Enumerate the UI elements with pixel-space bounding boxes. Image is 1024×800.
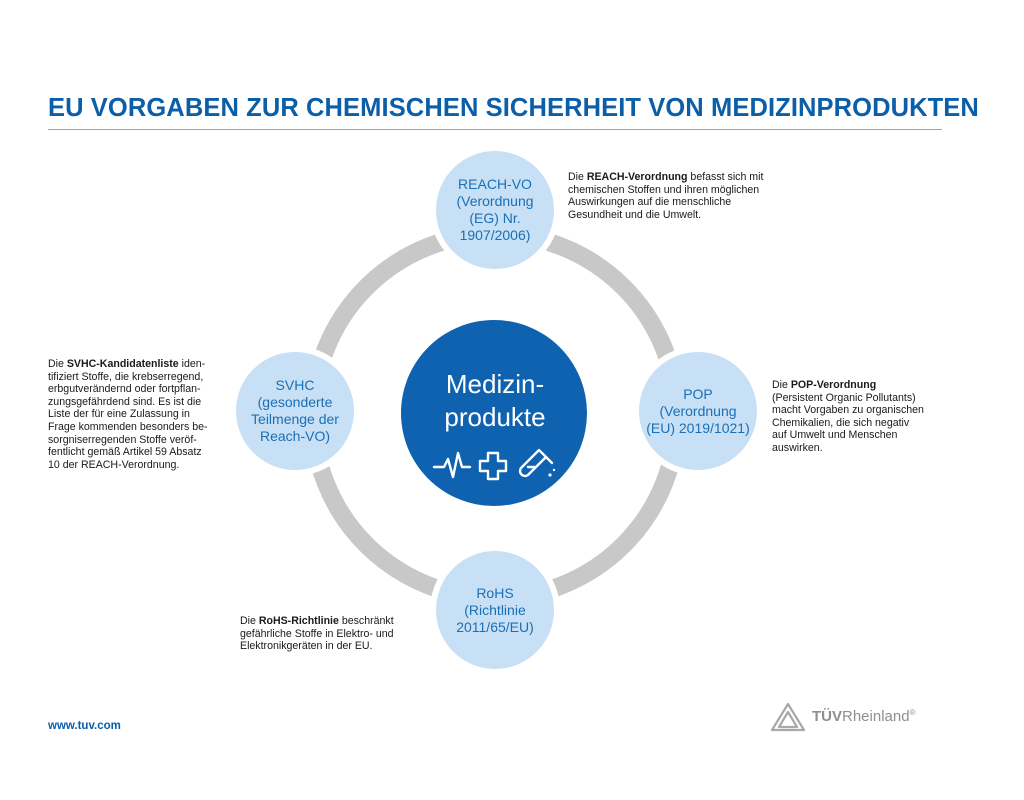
desc-text: auf Umwelt und Menschen xyxy=(772,429,898,442)
desc-keyword: POP-Verordnung xyxy=(790,379,877,391)
node-line: (Richtlinie xyxy=(464,601,526,618)
desc-text: Chemikalien, die sich negativ xyxy=(772,416,910,429)
medical-cross-icon xyxy=(480,453,506,479)
node-line: 2011/65/EU) xyxy=(456,618,534,635)
desc-text: erbgutverändernd oder fortpflan- xyxy=(48,383,201,396)
desc-text: Elektronikgeräten in der EU. xyxy=(240,640,373,653)
desc-text: Liste der für eine Zulassung in xyxy=(48,408,190,421)
node-line: (EG) Nr. xyxy=(469,210,521,226)
desc-text: tifiziert Stoffe, die krebserregend, xyxy=(48,370,204,383)
desc-text: chemischen Stoffen und ihren möglichen xyxy=(568,183,760,196)
desc-rohs xyxy=(240,615,440,653)
node-line: RoHS xyxy=(476,584,514,601)
desc-text: Frage kommenden besonders be- xyxy=(48,420,208,433)
desc-text: Die xyxy=(772,379,791,391)
desc-text: macht Vorgaben zu organischen xyxy=(772,404,924,417)
node-line: POP xyxy=(683,385,713,402)
node-line: Reach-VO) xyxy=(259,428,331,444)
desc-text: zungsgefährdend sind. Es ist die xyxy=(48,395,202,408)
desc-text: sorgniserregenden Stoffe veröf- xyxy=(48,433,197,446)
desc-text: Die xyxy=(240,615,259,627)
heartbeat-icon xyxy=(434,453,470,477)
logo-text-bold: TÜV xyxy=(812,708,842,725)
logo-mark: ® xyxy=(909,708,916,717)
tuv-rheinland-logo xyxy=(812,708,915,725)
desc-keyword: REACH-Verordnung xyxy=(586,171,688,183)
center-line: Medizin- xyxy=(445,369,545,399)
node-line: Teilmenge der xyxy=(251,411,339,427)
node-line: (gesonderte xyxy=(257,394,333,410)
node-rohs-label xyxy=(433,548,557,672)
node-line: (Verordnung xyxy=(456,193,534,209)
desc-text: gefährliche Stoffe in Elektro- und xyxy=(240,627,394,640)
node-line: 1907/2006) xyxy=(459,227,531,243)
desc-text: beschränkt xyxy=(338,615,394,627)
page-title: EU VORGABEN ZUR CHEMISCHEN SICHERHEIT VON MEDIZINPRODUKTEN xyxy=(48,94,979,122)
node-line: (EU) 2019/1021) xyxy=(646,419,750,436)
center-label xyxy=(400,368,590,434)
desc-text: befasst sich mit xyxy=(687,171,764,183)
desc-text: (Persistent Organic Pollutants) xyxy=(772,391,916,404)
desc-text: fentlicht gemäß Artikel 59 Absatz xyxy=(48,446,202,459)
desc-text: Die xyxy=(48,358,67,370)
node-svhc-label xyxy=(233,349,357,473)
desc-text: 10 der REACH-Verordnung. xyxy=(48,458,180,471)
desc-reach xyxy=(568,171,828,221)
center-line: produkte xyxy=(444,402,546,432)
node-line: REACH-VO xyxy=(458,176,532,192)
desc-text: iden- xyxy=(178,358,206,370)
desc-text: auswirken. xyxy=(772,441,823,454)
desc-text: Auswirkungen auf die menschliche xyxy=(568,196,732,209)
center-icon-row xyxy=(428,445,558,485)
node-line: SVHC xyxy=(275,377,315,393)
desc-keyword: RoHS-Richtlinie xyxy=(258,615,339,627)
test-tube-icon xyxy=(520,450,555,477)
desc-text: Gesundheit und die Umwelt. xyxy=(568,208,702,221)
logo-text: Rheinland xyxy=(842,708,910,725)
node-line: (Verordnung xyxy=(659,402,737,419)
desc-keyword: SVHC-Kandidatenliste xyxy=(66,358,179,370)
desc-text: Die xyxy=(568,171,587,183)
desc-svhc xyxy=(48,358,238,471)
node-reach-label xyxy=(433,148,557,272)
node-pop-label xyxy=(636,349,760,473)
desc-pop xyxy=(772,379,972,455)
footer-website-link[interactable]: www.tuv.com xyxy=(48,720,121,732)
